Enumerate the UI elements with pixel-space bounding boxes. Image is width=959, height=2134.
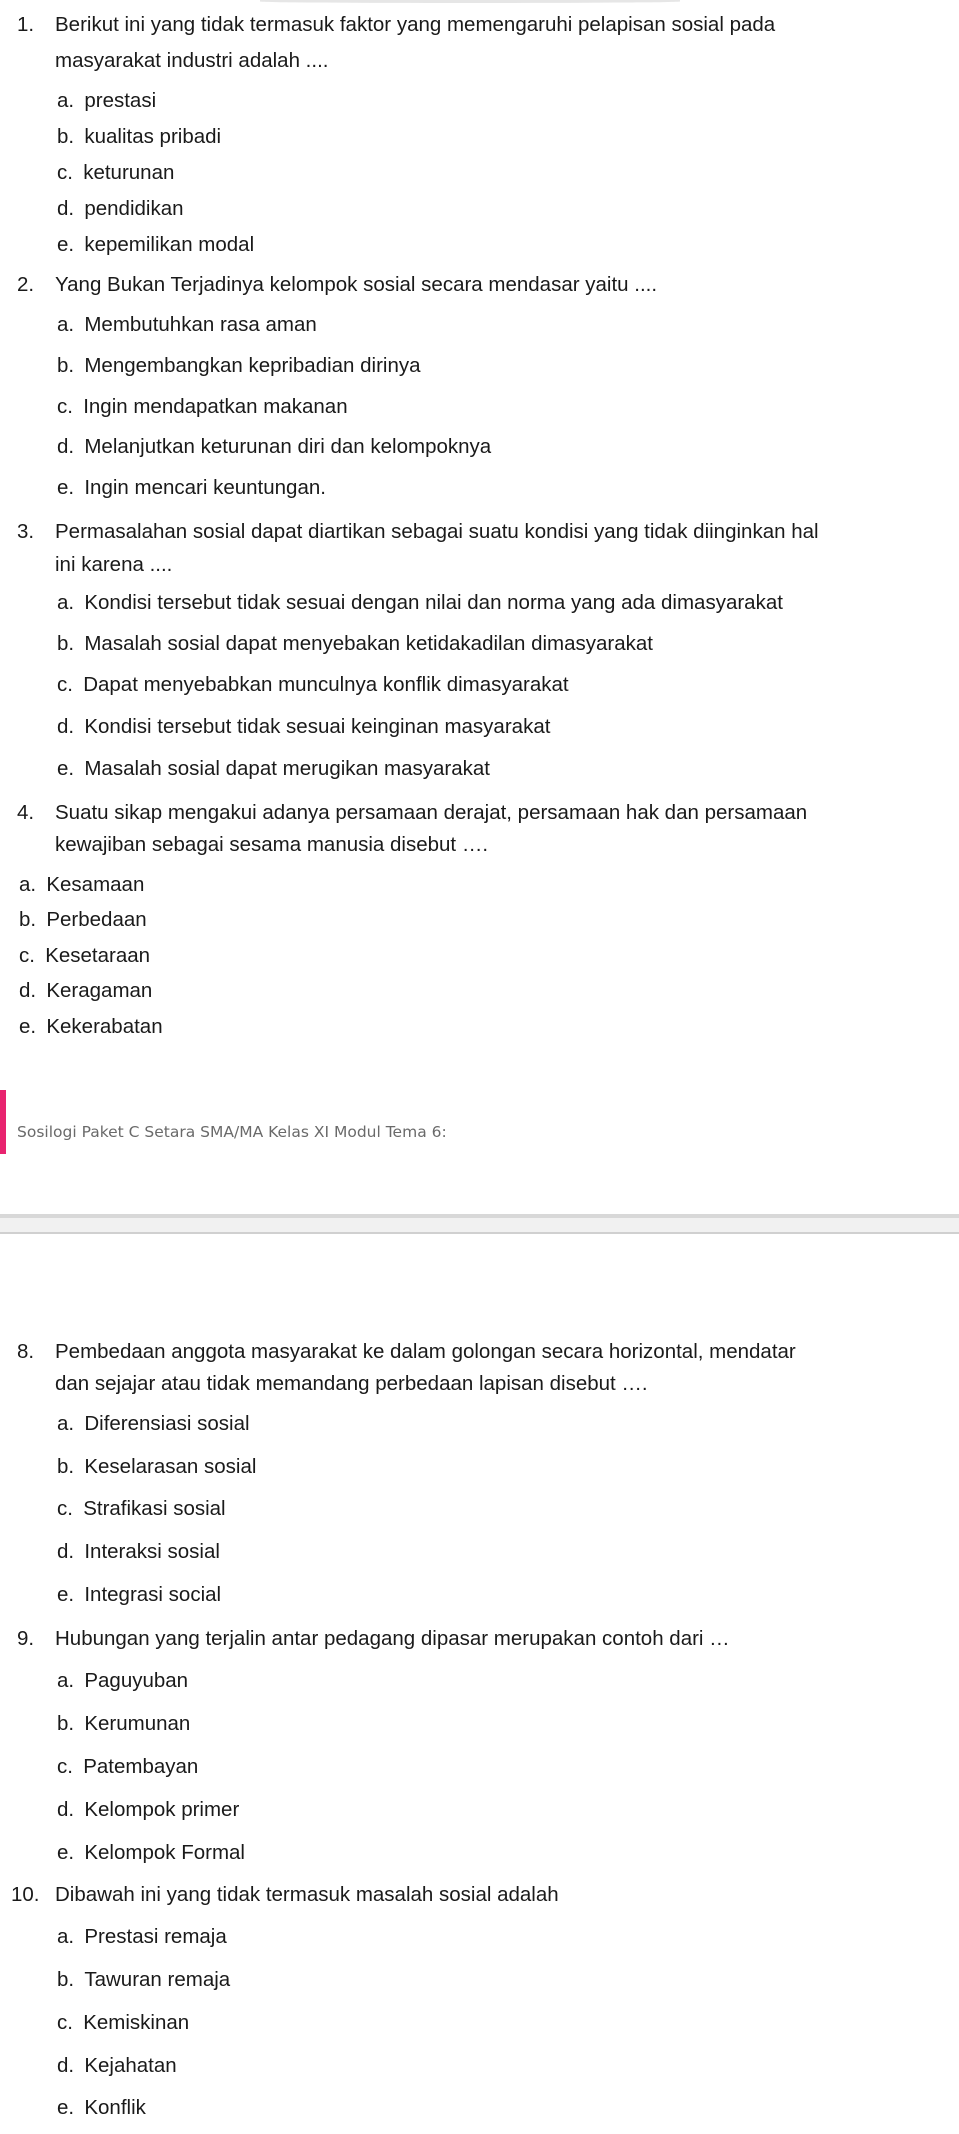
question-text-line: Pembedaan anggota masyarakat ke dalam golongan secara horizontal, mendatar (55, 1340, 796, 1363)
page-top-edge (260, 0, 680, 3)
question-text-line: masyarakat industri adalah .... (55, 49, 329, 72)
answer-option: a. Membutuhkan rasa aman (57, 313, 317, 336)
answer-option: d. Keragaman (19, 979, 153, 1002)
question-number: 4. (17, 801, 35, 824)
answer-option: e. Ingin mencari keuntungan. (57, 476, 326, 499)
question-number: 9. (17, 1627, 35, 1650)
question-text-line: Yang Bukan Terjadinya kelompok sosial secara mendasar yaitu .... (55, 273, 658, 296)
answer-option: d. Interaksi sosial (57, 1540, 220, 1563)
answer-option: d. Kelompok primer (57, 1798, 240, 1821)
page-separator-shadow (0, 1218, 959, 1232)
question-text-line: Berikut ini yang tidak termasuk faktor yang memengaruhi pelapisan sosial pada (55, 13, 776, 36)
answer-option: e. Integrasi social (57, 1583, 222, 1606)
question-text-line: dan sejajar atau tidak memandang perbedaan lapisan disebut …. (55, 1372, 648, 1395)
answer-option: e. kepemilikan modal (57, 233, 255, 256)
answer-option: b. Tawuran remaja (57, 1968, 231, 1991)
question-number: 2. (17, 273, 35, 296)
answer-option: e. Konflik (57, 2096, 146, 2119)
answer-option: a. Kesamaan (19, 873, 145, 896)
answer-option: a. Kondisi tersebut tidak sesuai dengan nilai dan norma yang ada dimasyarakat (57, 591, 783, 614)
question-number: 10. (11, 1883, 40, 1906)
answer-option: d. Kondisi tersebut tidak sesuai keinginan masyarakat (57, 715, 551, 738)
page-separator-edge (0, 1232, 959, 1234)
answer-option: b. Keselarasan sosial (57, 1455, 257, 1478)
answer-option: c. Dapat menyebabkan munculnya konflik dimasyarakat (57, 673, 569, 696)
answer-option: a. prestasi (57, 89, 157, 112)
question-text-line: Permasalahan sosial dapat diartikan sebagai suatu kondisi yang tidak diinginkan hal (55, 520, 819, 543)
page-footer: Sosilogi Paket C Setara SMA/MA Kelas XI Modul Tema 6: (17, 1123, 447, 1141)
answer-option: c. Strafikasi sosial (57, 1497, 226, 1520)
answer-option: c. Patembayan (57, 1755, 199, 1778)
question-text-line: Dibawah ini yang tidak termasuk masalah sosial adalah (55, 1883, 559, 1906)
answer-option: b. Masalah sosial dapat menyebakan ketidakadilan dimasyarakat (57, 632, 653, 655)
answer-option: e. Kekerabatan (19, 1015, 163, 1038)
answer-option: a. Prestasi remaja (57, 1925, 227, 1948)
question-number: 1. (17, 13, 35, 36)
answer-option: c. Ingin mendapatkan makanan (57, 395, 348, 418)
answer-option: e. Masalah sosial dapat merugikan masyarakat (57, 757, 490, 780)
question-text-line: Suatu sikap mengakui adanya persamaan derajat, persamaan hak dan persamaan (55, 801, 808, 824)
question-text-line: ini karena .... (55, 553, 173, 576)
answer-option: a. Diferensiasi sosial (57, 1412, 250, 1435)
answer-option: d. Kejahatan (57, 2054, 177, 2077)
answer-option: b. Mengembangkan kepribadian dirinya (57, 354, 421, 377)
answer-option: b. kualitas pribadi (57, 125, 222, 148)
answer-option: c. Kesetaraan (19, 944, 151, 967)
question-text-line: Hubungan yang terjalin antar pedagang dipasar merupakan contoh dari … (55, 1627, 730, 1650)
answer-option: b. Kerumunan (57, 1712, 191, 1735)
answer-option: d. pendidikan (57, 197, 184, 220)
answer-option: c. Kemiskinan (57, 2011, 190, 2034)
answer-option: c. keturunan (57, 161, 175, 184)
answer-option: b. Perbedaan (19, 908, 147, 931)
question-text-line: kewajiban sebagai sesama manusia disebut …. (55, 833, 489, 856)
answer-option: e. Kelompok Formal (57, 1841, 245, 1864)
answer-option: d. Melanjutkan keturunan diri dan kelompoknya (57, 435, 492, 458)
question-number: 8. (17, 1340, 35, 1363)
question-number: 3. (17, 520, 35, 543)
footer-accent-bar (0, 1090, 6, 1154)
answer-option: a. Paguyuban (57, 1669, 189, 1692)
